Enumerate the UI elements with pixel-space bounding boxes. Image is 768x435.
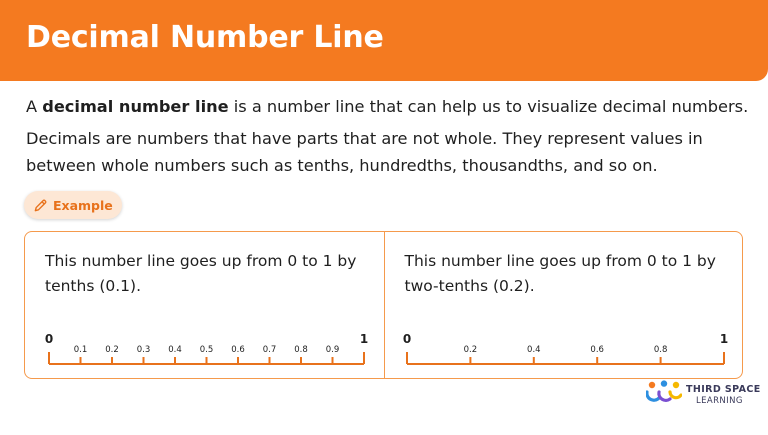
example-text: This number line goes up from 0 to 1 by two-tenths (0.2). [404,252,716,295]
tick-label: 0.2 [463,345,477,355]
tick-label: 0.3 [136,345,151,355]
tick-label: 0.8 [294,345,308,355]
example-two-tenths [384,232,743,378]
third-space-learning-logo [646,380,761,412]
tick-label: 0.2 [105,345,119,355]
examples-panel [24,231,743,379]
number-line-tenths [25,322,384,382]
intro-term: decimal number line [42,97,229,116]
tick-label: 0.5 [199,345,214,355]
tick-label: 0.4 [526,345,541,355]
example-tenths [25,232,384,378]
example-badge [24,191,122,219]
example-text: This number line goes up from 0 to 1 by tenths (0.1). [45,252,357,295]
tick-label: 0.6 [589,345,604,355]
tick-label: 0.9 [325,345,340,355]
tick-label: 0.4 [168,345,182,355]
tick-label: 0.6 [231,345,245,355]
end-label: 1 [719,332,728,346]
start-label: 0 [402,332,411,346]
start-label: 0 [44,332,54,346]
description-paragraph: Decimals are numbers that have parts that are not whole. They represent values in between whole numbers such as tenths, hundredths, thousandths, and so on. [26,129,703,175]
logo-line-2: LEARNING [696,396,743,406]
logo-line-1: THIRD SPACE [686,384,761,395]
number-line-two-tenths [385,322,744,382]
intro-prefix: A [26,97,43,116]
end-label: 1 [359,332,369,346]
logo-mark-icon [646,380,682,406]
header-banner [0,0,768,81]
page-title: Decimal Number Line [26,20,384,55]
example-label: Example [53,197,113,213]
tick-label: 0.7 [262,345,277,355]
pencil-icon [33,198,48,213]
intro-suffix: is a number line that can help us to visualize decimal numbers. [228,97,749,116]
intro-paragraph [26,93,756,120]
tick-label: 0.8 [653,345,667,355]
tick-label: 0.1 [73,345,88,355]
